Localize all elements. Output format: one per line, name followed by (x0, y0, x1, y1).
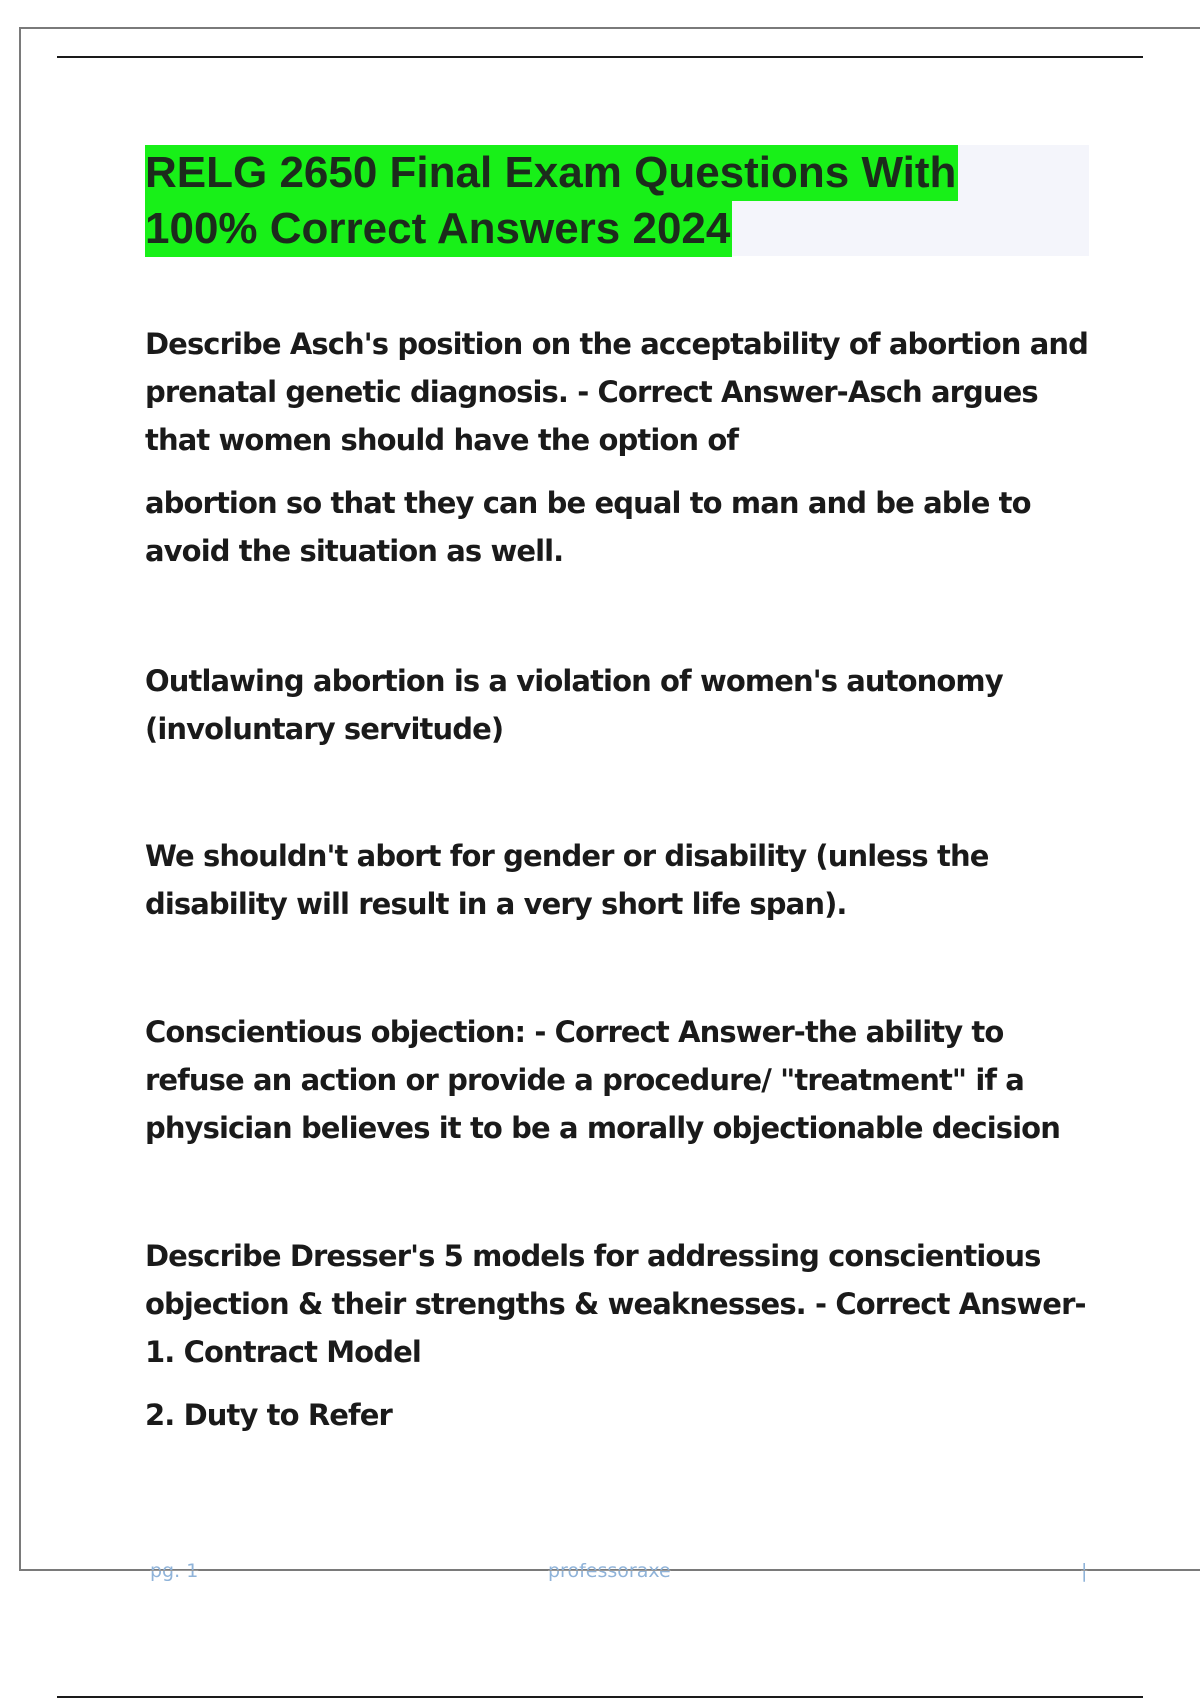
header-rule (57, 56, 1143, 58)
footer-separator: | (1081, 1560, 1088, 1582)
footer-author: professoraxe (548, 1560, 671, 1582)
point-outlawing-abortion: Outlawing abortion is a violation of women's autonomy (involuntary servitude) (145, 664, 1003, 746)
document-title-line-1: RELG 2650 Final Exam Questions With (145, 145, 958, 201)
document-title-line-2: 100% Correct Answers 2024 (145, 201, 732, 257)
question-asch: Describe Asch's position on the acceptability of abortion and prenatal genetic diagnosis. - Correct Answer-Asch argues that women should have the option of (145, 327, 1089, 457)
answer-asch-continued: abortion so that they can be equal to man and be able to avoid the situation as well. (145, 486, 1031, 568)
model-duty-to-refer: 2. Duty to Refer (145, 1398, 392, 1432)
question-dresser-models: Describe Dresser's 5 models for addressing conscientious objection & their strengths & weaknesses. - Correct Answer-1. Contract Model (145, 1239, 1086, 1369)
footer-rule (57, 1696, 1143, 1698)
question-conscientious-objection: Conscientious objection: - Correct Answer-the ability to refuse an action or provide a procedure/ "treatment" if a physician believes it to be a morally objectionable decision (145, 1015, 1060, 1145)
footer-page-number: pg. 1 (150, 1560, 199, 1582)
point-gender-disability: We shouldn't abort for gender or disability (unless the disability will result in a very short life span). (145, 839, 989, 921)
